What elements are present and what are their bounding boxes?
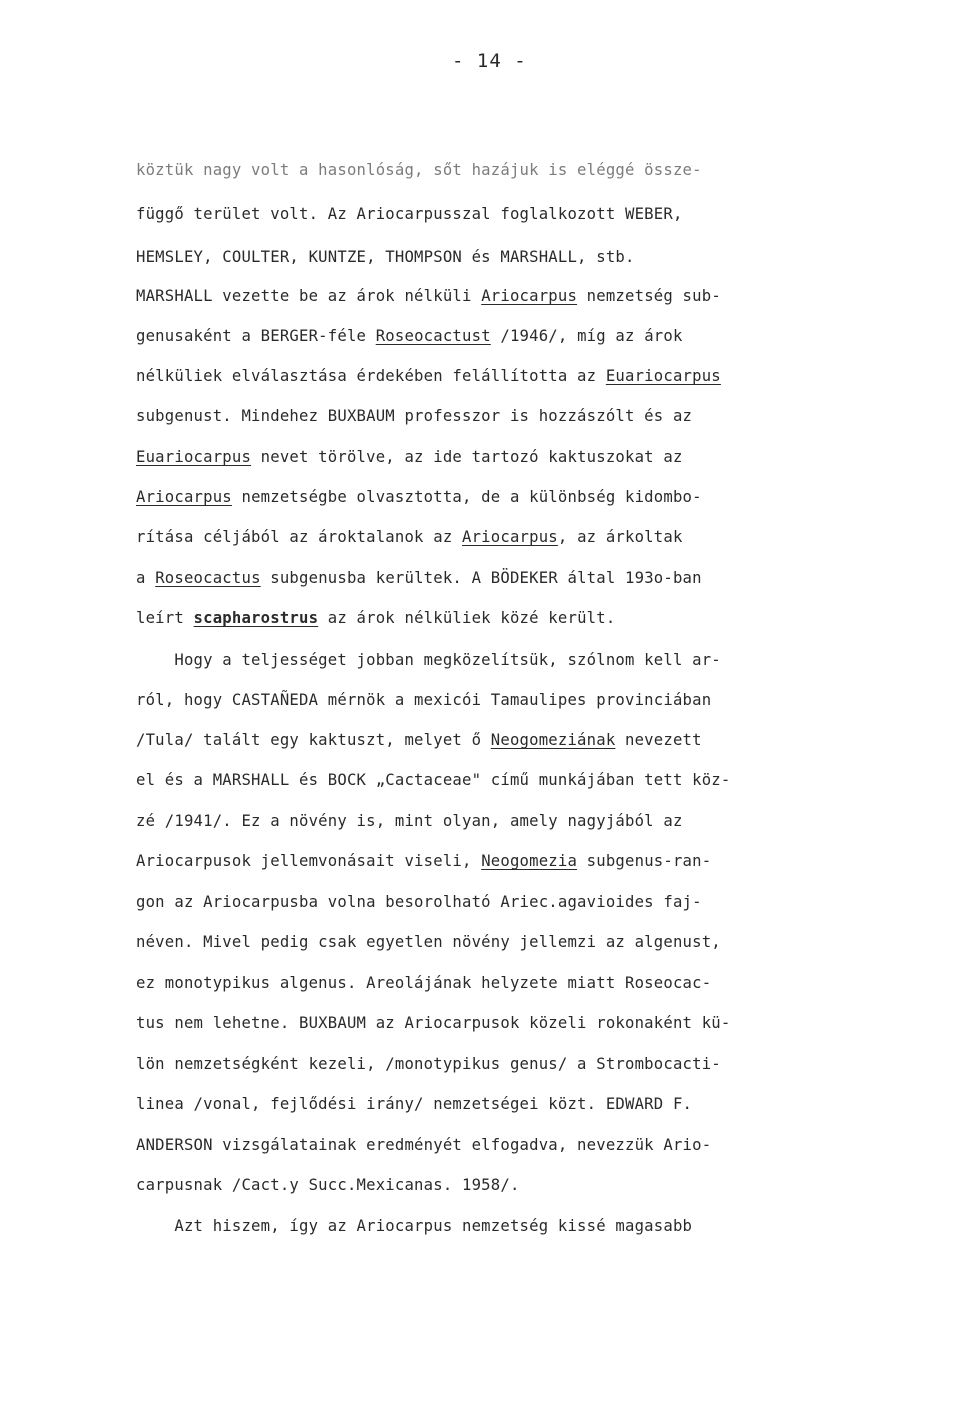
- line-text: nevezett: [615, 731, 702, 749]
- underlined-term: scapharostrus: [193, 609, 319, 627]
- text-line-15: [136, 730, 896, 750]
- line-text: lön nemzetségként kezeli, /monotypikus genus/ a Strombocacti-: [136, 1055, 721, 1073]
- underlined-term: Ariocarpus: [136, 488, 232, 506]
- text-line-14: [136, 690, 896, 710]
- underlined-term: Ariocarpus: [462, 528, 558, 546]
- text-line-3: [136, 247, 896, 267]
- line-text: /1946/, míg az árok: [490, 327, 683, 345]
- line-text: nemzetség sub-: [577, 287, 721, 305]
- line-text: ról, hogy CASTAÑEDA mérnök a mexicói Tamaulipes provinciában: [136, 691, 712, 709]
- text-line-1: [136, 160, 896, 180]
- line-text: gon az Ariocarpusba volna besorolható Ariec.agavioides faj-: [136, 893, 702, 911]
- line-text: linea /vonal, fejlődési irány/ nemzetségei közt. EDWARD F.: [136, 1095, 693, 1113]
- line-text: függő terület volt. Az Ariocarpusszal foglalkozott WEBER,: [136, 205, 683, 223]
- line-text: rítása céljából az ároktalanok az: [136, 528, 462, 546]
- line-text: zé /1941/. Ez a növény is, mint olyan, amely nagyjából az: [136, 812, 683, 830]
- line-text: ANDERSON vizsgálatainak eredményét elfogadva, nevezzük Ario-: [136, 1136, 712, 1154]
- text-line-2: [136, 204, 896, 224]
- line-text: subgenust. Mindehez BUXBAUM professzor is hozzászólt és az: [136, 407, 693, 425]
- line-text: , az árkoltak: [557, 528, 683, 546]
- text-line-25: [136, 1135, 896, 1155]
- line-text: nélküliek elválasztása érdekében felállította az: [136, 367, 606, 385]
- line-text: genusaként a BERGER-féle: [136, 327, 376, 345]
- line-text: Hogy a teljességet jobban megközelítsük, szólnom kell ar-: [136, 651, 721, 669]
- line-text: köztük nagy volt a hasonlóság, sőt hazájuk is eléggé össze-: [136, 161, 702, 179]
- line-text: az árok nélküliek közé került.: [318, 609, 616, 627]
- line-text: a: [136, 569, 156, 587]
- text-line-26: [136, 1175, 896, 1195]
- text-line-23: [136, 1054, 896, 1074]
- text-line-20: [136, 932, 896, 952]
- underlined-term: Roseocactus: [155, 569, 261, 587]
- line-text: tus nem lehetne. BUXBAUM az Ariocarpusok közeli rokonaként kü-: [136, 1014, 731, 1032]
- underlined-term: Neogomezia: [481, 852, 578, 870]
- underlined-term: Ariocarpus: [481, 287, 578, 305]
- line-text: ez monotypikus algenus. Areolájának helyzete miatt Roseocac-: [136, 974, 712, 992]
- text-line-21: [136, 973, 896, 993]
- line-text: Ariocarpusok jellemvonásait viseli,: [136, 852, 482, 870]
- line-text: néven. Mivel pedig csak egyetlen növény jellemzi az algenust,: [136, 933, 721, 951]
- line-text: HEMSLEY, COULTER, KUNTZE, THOMPSON és MARSHALL, stb.: [136, 248, 635, 266]
- line-text: subgenus-ran-: [577, 852, 712, 870]
- line-text: subgenusba kerültek. A BÖDEKER által 193o-ban: [260, 569, 702, 587]
- line-text: Azt hiszem, így az Ariocarpus nemzetség kissé magasabb: [136, 1217, 693, 1235]
- text-line-11: [136, 568, 896, 588]
- underlined-term: Roseocactust: [375, 327, 491, 345]
- text-line-16: [136, 770, 896, 790]
- text-line-4: [136, 286, 896, 306]
- text-line-5: [136, 326, 896, 346]
- line-text: leírt: [136, 609, 194, 627]
- text-line-13: [136, 650, 896, 670]
- text-line-19: [136, 892, 896, 912]
- text-line-27: [136, 1216, 896, 1236]
- line-text: /Tula/ talált egy kaktuszt, melyet ő: [136, 731, 491, 749]
- line-text: MARSHALL vezette be az árok nélküli: [136, 287, 482, 305]
- text-line-9: [136, 487, 896, 507]
- underlined-term: Euariocarpus: [136, 448, 252, 466]
- text-line-8: [136, 447, 896, 467]
- line-text: carpusnak /Cact.y Succ.Mexicanas. 1958/.: [136, 1176, 520, 1194]
- text-line-6: [136, 366, 896, 386]
- underlined-term: Neogomeziának: [490, 731, 616, 749]
- underlined-term: Euariocarpus: [605, 367, 721, 385]
- page-number: - 14 -: [452, 50, 527, 72]
- line-text: nemzetségbe olvasztotta, de a különbség kidombo-: [231, 488, 702, 506]
- text-line-10: [136, 527, 896, 547]
- text-line-22: [136, 1013, 896, 1033]
- text-line-7: [136, 406, 896, 426]
- text-line-18: [136, 851, 896, 871]
- line-text: nevet törölve, az ide tartozó kaktuszokat az: [251, 448, 683, 466]
- text-line-17: [136, 811, 896, 831]
- text-line-12: [136, 608, 896, 628]
- line-text: el és a MARSHALL és BOCK „Cactaceae" című munkájában tett köz-: [136, 771, 731, 789]
- text-line-24: [136, 1094, 896, 1114]
